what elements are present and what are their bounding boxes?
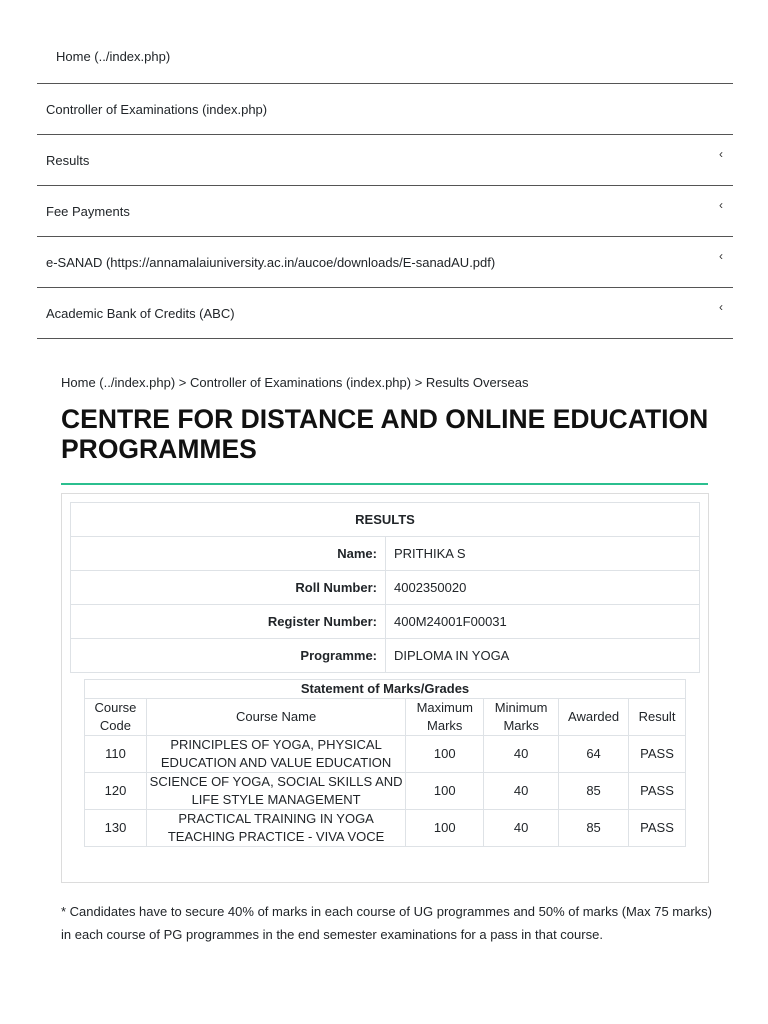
marks-table xyxy=(84,679,686,847)
nav-item-home[interactable] xyxy=(37,30,733,84)
table-row xyxy=(85,680,686,699)
nav-item-controller-of-examinations[interactable] xyxy=(37,84,733,135)
table-row xyxy=(71,639,700,673)
nav-item-fee-payments[interactable] xyxy=(37,186,733,237)
chevron-left-icon[interactable]: ‹ xyxy=(719,300,723,314)
chevron-left-icon[interactable]: ‹ xyxy=(719,198,723,212)
nav-item-label: e-SANAD (https://annamalaiuniversity.ac.in/aucoe/downloads/E-sanadAU.pdf) xyxy=(46,254,496,270)
table-row xyxy=(71,571,700,605)
minimum-marks-cell: 40 xyxy=(484,810,559,847)
results-table xyxy=(70,502,700,673)
chevron-left-icon[interactable]: ‹ xyxy=(719,147,723,161)
result-cell: PASS xyxy=(629,736,686,773)
nav-item-results[interactable] xyxy=(37,135,733,186)
roll-number-label: Roll Number: xyxy=(71,571,386,605)
title-divider xyxy=(61,483,708,485)
maximum-marks-cell: 100 xyxy=(406,773,484,810)
column-header: Maximum Marks xyxy=(406,699,484,736)
maximum-marks-cell: 100 xyxy=(406,810,484,847)
table-row xyxy=(71,605,700,639)
table-row xyxy=(85,810,686,847)
chevron-left-icon[interactable]: ‹ xyxy=(719,249,723,263)
awarded-cell: 85 xyxy=(559,773,629,810)
column-header: Awarded xyxy=(559,699,629,736)
column-header: Course Code xyxy=(85,699,147,736)
nav-item-label: Academic Bank of Credits (ABC) xyxy=(46,305,235,321)
nav-item-e-sanad[interactable] xyxy=(37,237,733,288)
awarded-cell: 64 xyxy=(559,736,629,773)
minimum-marks-cell: 40 xyxy=(484,736,559,773)
table-row xyxy=(71,503,700,537)
programme-label: Programme: xyxy=(71,639,386,673)
course-name-cell: PRACTICAL TRAINING IN YOGA TEACHING PRACTICE - VIVA VOCE xyxy=(146,810,405,847)
marks-header-row xyxy=(85,699,686,736)
programme-value: DIPLOMA IN YOGA xyxy=(386,639,700,673)
course-code-cell: 120 xyxy=(85,773,147,810)
name-value: PRITHIKA S xyxy=(386,537,700,571)
nav-item-label: Fee Payments xyxy=(46,203,130,219)
marks-caption: Statement of Marks/Grades xyxy=(85,680,686,699)
roll-number-value: 4002350020 xyxy=(386,571,700,605)
pass-criteria-note: * Candidates have to secure 40% of marks in each course of UG programmes and 50% of marks (Max 75 marks) in each course of PG programmes in the end semester examinations for a pass in that course. xyxy=(61,904,713,942)
register-number-value: 400M24001F00031 xyxy=(386,605,700,639)
course-name-cell: PRINCIPLES OF YOGA, PHYSICAL EDUCATION AND VALUE EDUCATION xyxy=(146,736,405,773)
maximum-marks-cell: 100 xyxy=(406,736,484,773)
results-heading: RESULTS xyxy=(71,503,700,537)
column-header: Minimum Marks xyxy=(484,699,559,736)
register-number-label: Register Number: xyxy=(71,605,386,639)
name-label: Name: xyxy=(71,537,386,571)
nav-item-label: Home (../index.php) xyxy=(56,49,171,64)
table-row xyxy=(71,537,700,571)
course-code-cell: 110 xyxy=(85,736,147,773)
result-cell: PASS xyxy=(629,810,686,847)
column-header: Result xyxy=(629,699,686,736)
breadcrumb[interactable]: Home (../index.php) > Controller of Examinations (index.php) > Results Overseas xyxy=(61,375,529,390)
awarded-cell: 85 xyxy=(559,810,629,847)
nav-item-academic-bank-of-credits[interactable] xyxy=(37,288,733,339)
result-cell: PASS xyxy=(629,773,686,810)
course-code-cell: 130 xyxy=(85,810,147,847)
nav-item-label: Controller of Examinations (index.php) xyxy=(46,101,268,117)
minimum-marks-cell: 40 xyxy=(484,773,559,810)
table-row xyxy=(85,736,686,773)
table-row xyxy=(85,773,686,810)
course-name-cell: SCIENCE OF YOGA, SOCIAL SKILLS AND LIFE STYLE MANAGEMENT xyxy=(146,773,405,810)
main-nav xyxy=(37,30,733,339)
column-header: Course Name xyxy=(146,699,405,736)
page-title: CENTRE FOR DISTANCE AND ONLINE EDUCATION PROGRAMMES xyxy=(61,404,709,464)
nav-item-label: Results xyxy=(46,152,90,168)
